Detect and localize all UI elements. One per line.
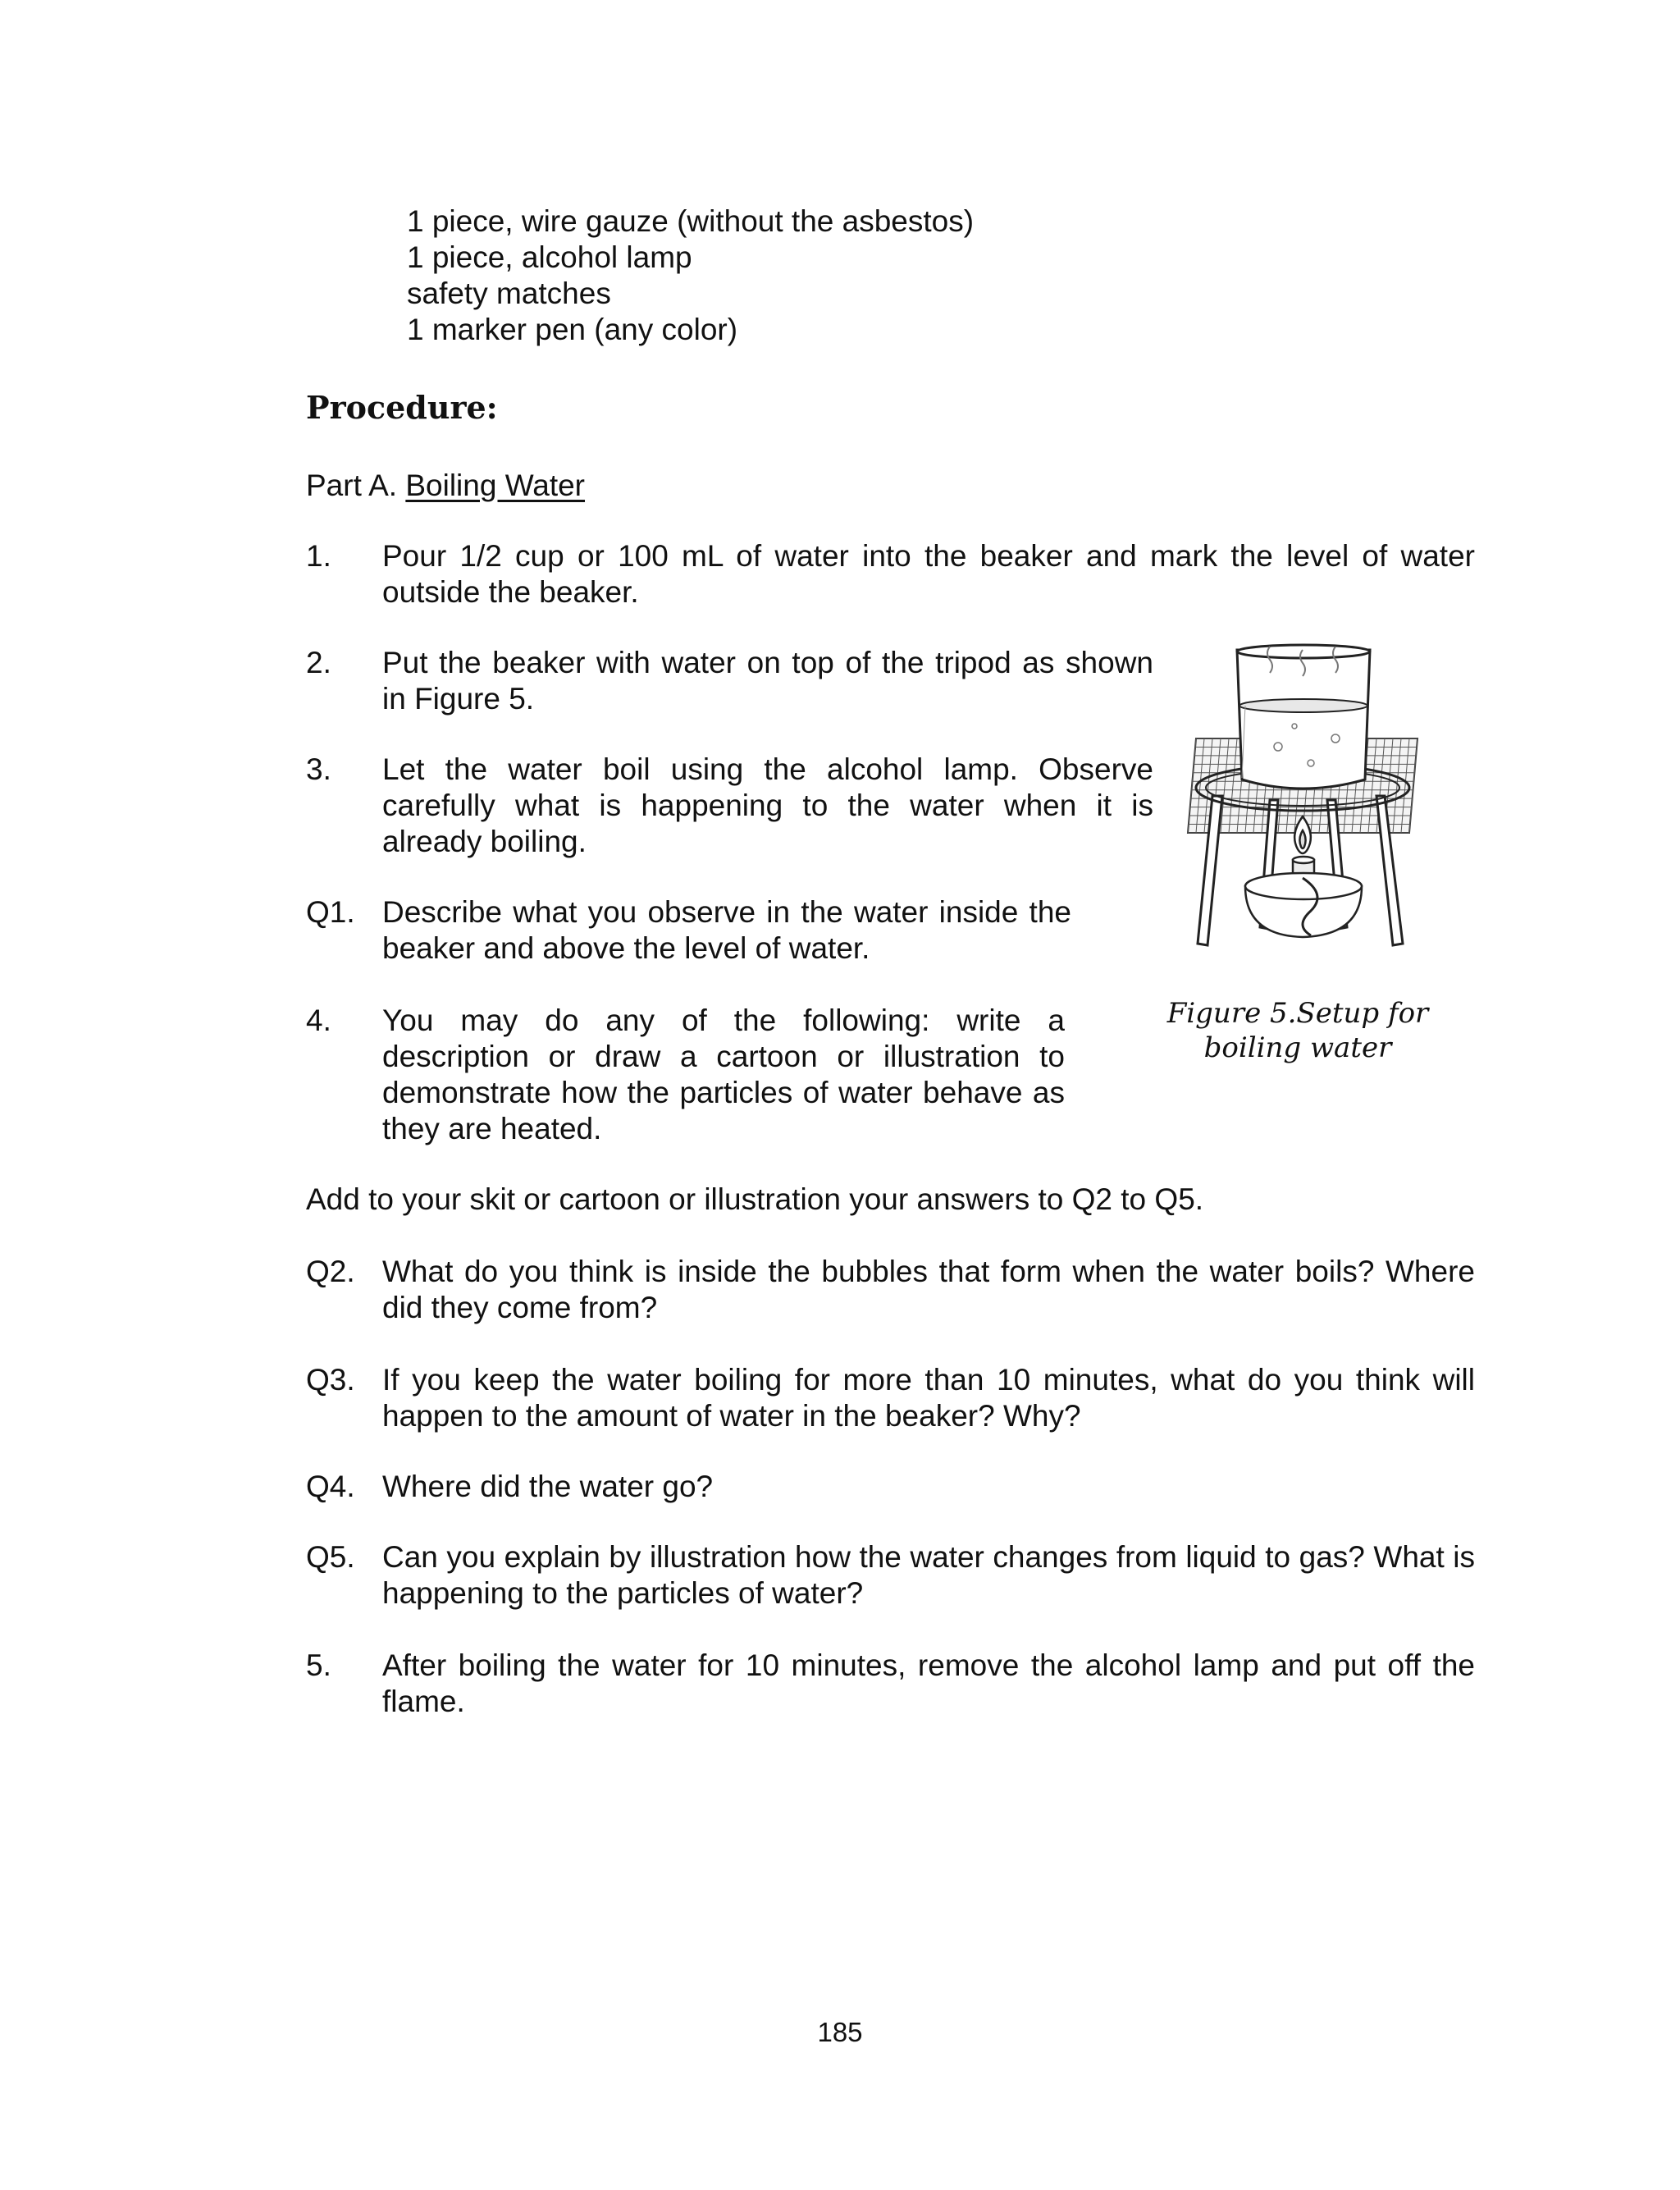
part-a-title: Boiling Water (405, 469, 586, 502)
step-number: 5. (306, 1648, 331, 1682)
question-number: Q4. (306, 1470, 355, 1503)
figure-caption: Figure 5.Setup for boiling water (1166, 997, 1429, 1064)
question-text: If you keep the water boiling for more than 10 minutes, what do you think will happen to the amount of water in the beaker? Why? (382, 1363, 1475, 1433)
step-text: You may do any of the following: write a description or draw a cartoon or illustration to demonstrate how the particles of water behave as they are heated. (382, 1004, 1065, 1145)
step-number: 1. (306, 539, 331, 573)
question-number: Q2. (306, 1255, 355, 1288)
material-item: 1 piece, alcohol lamp (407, 240, 692, 274)
question-text: What do you think is inside the bubbles that form when the water boils? Where did they come from? (382, 1255, 1475, 1324)
step-number: 4. (306, 1004, 331, 1037)
step-text: After boiling the water for 10 minutes, remove the alcohol lamp and put off the flame. (382, 1648, 1475, 1718)
page-number: 185 (817, 2017, 863, 2047)
procedure-heading: Procedure: (306, 389, 498, 426)
step-text: Put the beaker with water on top of the tripod as shown in Figure 5. (382, 646, 1153, 716)
step-text: Pour 1/2 cup or 100 mL of water into the beaker and mark the level of water outside the beaker. (382, 539, 1475, 609)
boiling-setup-illustration (1180, 640, 1426, 968)
step-number: 3. (306, 752, 331, 786)
question-number: Q1. (306, 895, 355, 929)
step-text: Let the water boil using the alcohol lamp. Observe carefully what is happening to the water when it is already boiling. (382, 752, 1153, 858)
part-a-label (306, 468, 585, 504)
step-number: 2. (306, 646, 331, 679)
part-a-prefix: Part A. (306, 469, 398, 502)
question-text: Where did the water go? (382, 1470, 714, 1503)
alcohol-lamp (1245, 816, 1362, 937)
question-text: Can you explain by illustration how the water changes from liquid to gas? What is happening to the particles of water? (382, 1540, 1475, 1610)
add-note: Add to your skit or cartoon or illustration your answers to Q2 to Q5. (306, 1182, 1204, 1216)
beaker (1237, 645, 1370, 789)
question-number: Q3. (306, 1363, 355, 1397)
material-item: 1 marker pen (any color) (407, 313, 738, 346)
material-item: 1 piece, wire gauze (without the asbestos) (407, 204, 975, 238)
question-text: Describe what you observe in the water inside the beaker and above the level of water. (382, 895, 1071, 965)
material-item: safety matches (407, 277, 611, 310)
question-number: Q5. (306, 1540, 355, 1574)
